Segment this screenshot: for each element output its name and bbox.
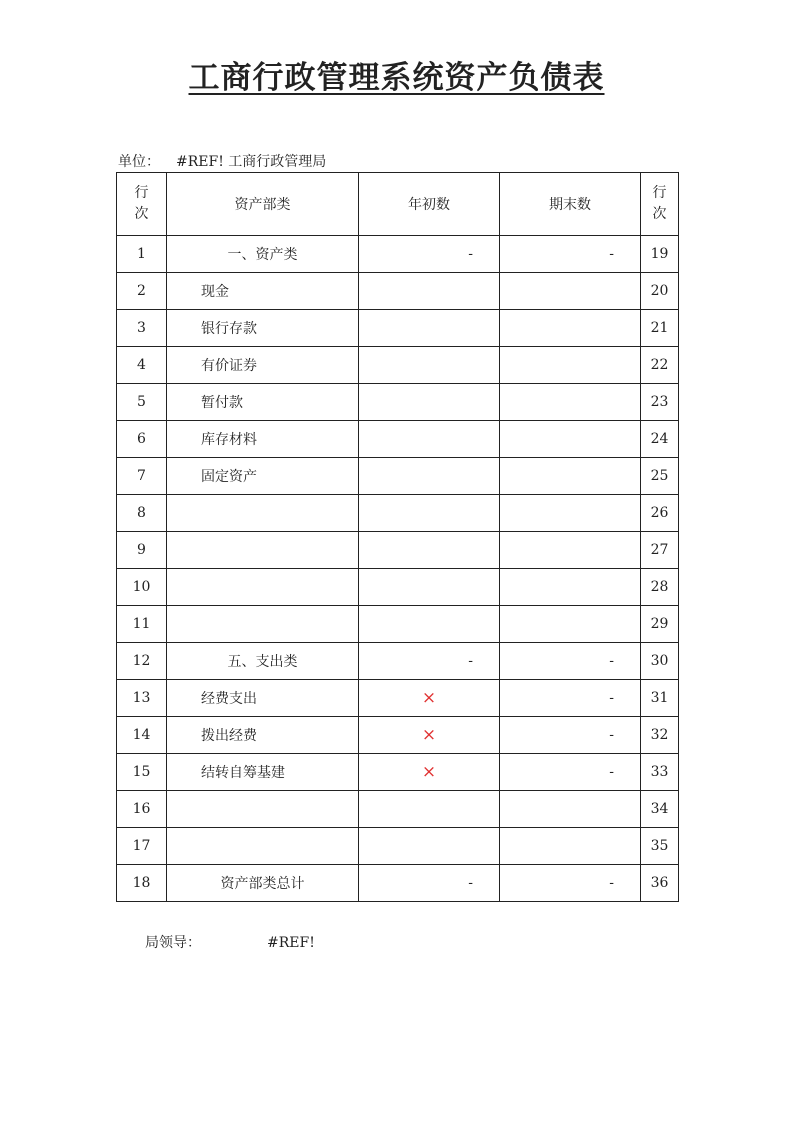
unit-value: #REF! 工商行政管理局 — [176, 154, 327, 170]
header-end: 期末数 — [500, 173, 641, 236]
category-name: 现金 — [167, 273, 359, 310]
table-row — [117, 606, 679, 643]
table-row — [117, 273, 679, 310]
table-row — [117, 643, 679, 680]
row-number-right: 23 — [641, 384, 679, 421]
category-name: 库存材料 — [167, 421, 359, 458]
row-number-right: 20 — [641, 273, 679, 310]
category-name: 五、支出类 — [167, 643, 359, 680]
row-number-left: 5 — [117, 384, 167, 421]
row-number-right: 26 — [641, 495, 679, 532]
category-name — [167, 532, 359, 569]
footer-line — [145, 932, 315, 952]
table-row — [117, 532, 679, 569]
row-number-left: 2 — [117, 273, 167, 310]
end-value — [500, 569, 641, 606]
category-name: 经费支出 — [167, 680, 359, 717]
row-number-right: 19 — [641, 236, 679, 273]
end-value — [500, 421, 641, 458]
begin-value: - — [359, 236, 500, 273]
row-number-right: 24 — [641, 421, 679, 458]
unit-label: 单位： — [118, 154, 160, 170]
end-value — [500, 606, 641, 643]
begin-value — [359, 310, 500, 347]
begin-value — [359, 384, 500, 421]
category-name: 有价证券 — [167, 347, 359, 384]
error-mark-icon: × — [359, 754, 500, 791]
end-value — [500, 458, 641, 495]
row-number-left: 17 — [117, 828, 167, 865]
category-name: 一、资产类 — [167, 236, 359, 273]
end-value: - — [500, 643, 641, 680]
end-value — [500, 532, 641, 569]
begin-value: - — [359, 865, 500, 902]
row-number-right: 36 — [641, 865, 679, 902]
begin-value — [359, 347, 500, 384]
header-category: 资产部类 — [167, 173, 359, 236]
begin-value — [359, 273, 500, 310]
category-name: 银行存款 — [167, 310, 359, 347]
row-number-right: 31 — [641, 680, 679, 717]
table-row — [117, 865, 679, 902]
row-number-right: 27 — [641, 532, 679, 569]
end-value — [500, 310, 641, 347]
begin-value — [359, 569, 500, 606]
table-row — [117, 421, 679, 458]
row-number-left: 11 — [117, 606, 167, 643]
end-value — [500, 347, 641, 384]
category-name: 暂付款 — [167, 384, 359, 421]
row-number-left: 15 — [117, 754, 167, 791]
table-row — [117, 495, 679, 532]
error-mark-icon: × — [359, 717, 500, 754]
begin-value — [359, 532, 500, 569]
category-name: 拨出经费 — [167, 717, 359, 754]
begin-value — [359, 458, 500, 495]
table-row — [117, 384, 679, 421]
row-number-right: 33 — [641, 754, 679, 791]
row-number-right: 32 — [641, 717, 679, 754]
row-number-left: 14 — [117, 717, 167, 754]
begin-value — [359, 495, 500, 532]
category-name: 结转自筹基建 — [167, 754, 359, 791]
row-number-right: 21 — [641, 310, 679, 347]
row-number-left: 6 — [117, 421, 167, 458]
error-mark-icon: × — [359, 680, 500, 717]
table-row — [117, 680, 679, 717]
row-number-left: 16 — [117, 791, 167, 828]
row-number-left: 3 — [117, 310, 167, 347]
row-number-right: 34 — [641, 791, 679, 828]
row-number-left: 4 — [117, 347, 167, 384]
category-name — [167, 828, 359, 865]
begin-value — [359, 421, 500, 458]
header-row-no-left: 行 次 — [117, 173, 167, 236]
row-number-left: 13 — [117, 680, 167, 717]
end-value — [500, 828, 641, 865]
row-number-right: 22 — [641, 347, 679, 384]
category-name: 资产部类总计 — [167, 865, 359, 902]
category-name — [167, 606, 359, 643]
row-number-left: 9 — [117, 532, 167, 569]
row-number-right: 28 — [641, 569, 679, 606]
row-number-left: 12 — [117, 643, 167, 680]
end-value: - — [500, 680, 641, 717]
table-row — [117, 754, 679, 791]
table-body — [117, 236, 679, 902]
table-row — [117, 236, 679, 273]
table-header-row — [117, 173, 679, 236]
table-row — [117, 828, 679, 865]
table-row — [117, 347, 679, 384]
table-row — [117, 458, 679, 495]
end-value — [500, 384, 641, 421]
end-value: - — [500, 865, 641, 902]
page-title-text: 工商行政管理系统资产负债表 — [188, 60, 605, 96]
table-row — [117, 310, 679, 347]
table-row — [117, 791, 679, 828]
row-number-left: 10 — [117, 569, 167, 606]
row-number-left: 8 — [117, 495, 167, 532]
category-name — [167, 495, 359, 532]
end-value: - — [500, 717, 641, 754]
unit-line — [118, 151, 326, 171]
end-value — [500, 791, 641, 828]
end-value — [500, 495, 641, 532]
footer-label: 局领导： — [145, 935, 201, 951]
row-number-left: 1 — [117, 236, 167, 273]
end-value — [500, 273, 641, 310]
row-number-right: 30 — [641, 643, 679, 680]
begin-value: - — [359, 643, 500, 680]
header-row-no-right: 行 次 — [641, 173, 679, 236]
category-name — [167, 791, 359, 828]
table-row — [117, 717, 679, 754]
begin-value — [359, 606, 500, 643]
end-value: - — [500, 754, 641, 791]
row-number-right: 25 — [641, 458, 679, 495]
category-name — [167, 569, 359, 606]
end-value: - — [500, 236, 641, 273]
footer-value: #REF! — [267, 935, 315, 951]
begin-value — [359, 828, 500, 865]
row-number-left: 7 — [117, 458, 167, 495]
category-name: 固定资产 — [167, 458, 359, 495]
begin-value — [359, 791, 500, 828]
row-number-left: 18 — [117, 865, 167, 902]
row-number-right: 29 — [641, 606, 679, 643]
page-title — [0, 52, 793, 97]
row-number-right: 35 — [641, 828, 679, 865]
header-begin: 年初数 — [359, 173, 500, 236]
table-row — [117, 569, 679, 606]
balance-sheet-table — [116, 172, 679, 902]
